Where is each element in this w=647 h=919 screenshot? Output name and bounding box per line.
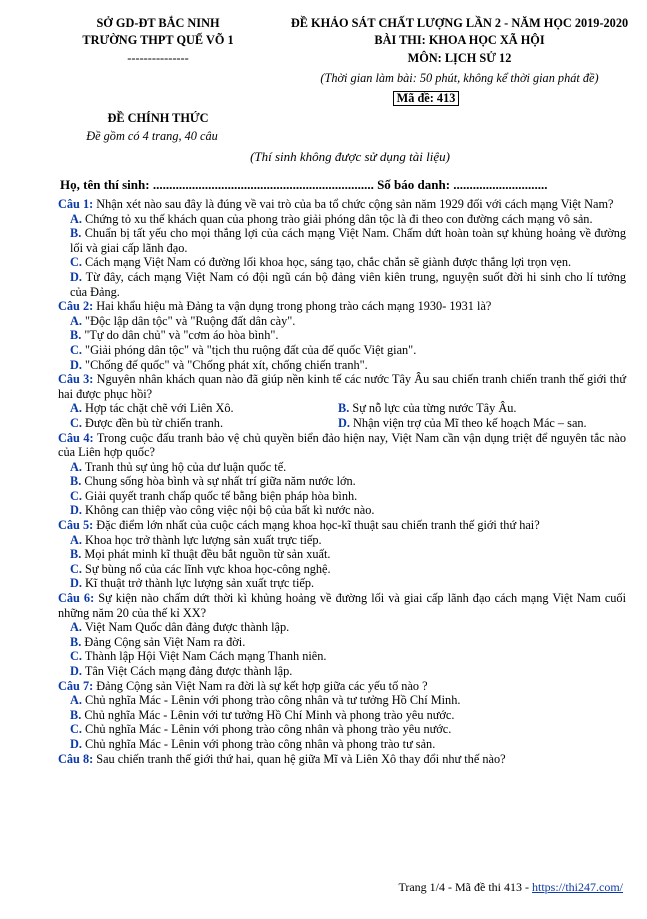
question-number: Câu 4:: [58, 430, 94, 445]
option-text: Chung sống hòa bình và sự nhất trí giữa năm nước lớn.: [81, 474, 356, 489]
answer-row: [58, 416, 626, 431]
official-label: ĐỀ CHÍNH THỨC: [107, 111, 209, 125]
question-body: Đặc điểm lớn nhất của cuộc cách mạng khoa học-kĩ thuật sau chiến tranh thế giới thứ hai?: [93, 518, 540, 533]
question-body: Nhận xét nào sau đây là đúng về vai trò của ba tổ chức cộng sản năm 1929 đối với cách mạng Việt Nam?: [93, 197, 614, 211]
option-text: Mọi phát minh kĩ thuật đều bắt nguồn từ sản xuất.: [81, 547, 331, 562]
answer-option[interactable]: [58, 576, 626, 591]
answer-option[interactable]: [58, 693, 626, 708]
option-text: Sự bùng nổ của các lĩnh vực khoa học-công nghệ.: [81, 561, 331, 576]
question-text: [58, 679, 626, 694]
answer-option[interactable]: [338, 416, 606, 431]
question-block: [58, 299, 626, 372]
answer-row: [58, 401, 626, 416]
option-text: Tân Việt Cách mạng đảng được thành lập.: [81, 664, 293, 678]
option-text: "Độc lập dân tộc" và "Ruộng đất dân cày".: [81, 313, 296, 328]
question-text: [58, 431, 626, 460]
question-text: [58, 299, 626, 314]
question-number: Câu 8:: [58, 751, 94, 766]
answer-option[interactable]: [58, 737, 626, 752]
option-letter: C.: [70, 722, 82, 737]
question-body: Sau chiến tranh thế giới thứ hai, quan hệ giữa Mĩ và Liên Xô thay đổi như thế nào?: [93, 751, 506, 766]
exam-code: Mã đề: 413: [393, 91, 460, 106]
answer-option[interactable]: [58, 255, 626, 270]
option-text: Chuẩn bị tất yếu cho mọi thắng lợi của cách mạng Việt Nam. Chấm dứt hoàn toàn sự khủng hoảng về đường lối và giai cấp lãnh đạo.: [70, 226, 626, 255]
answer-option[interactable]: [58, 226, 626, 255]
option-text: Hợp tác chặt chẽ với Liên Xô.: [81, 401, 234, 416]
option-letter: A.: [70, 620, 82, 635]
footer-text: Trang 1/4 - Mã đề thi 413 -: [398, 880, 532, 894]
option-text: Đảng Cộng sản Việt Nam ra đời.: [81, 634, 246, 649]
exam-title: ĐỀ KHẢO SÁT CHẤT LƯỢNG LẦN 2 - NĂM HỌC 2019-2020: [290, 16, 629, 30]
option-text: Được đền bù từ chiến tranh.: [81, 415, 224, 430]
questions-list: [58, 197, 626, 766]
page-footer: [398, 880, 623, 895]
exam-subject-group: BÀI THI: KHOA HỌC XÃ HỘI: [374, 33, 545, 47]
option-letter: A.: [70, 532, 82, 547]
question-block: [58, 752, 626, 767]
option-text: "Chống đế quốc" và "Chống phát xít, chống chiến tranh".: [81, 357, 368, 372]
question-block: [58, 518, 626, 591]
answer-option[interactable]: [58, 270, 626, 299]
option-text: Chủ nghĩa Mác - Lênin với phong trào công nhân và phong trào tư sản.: [81, 736, 436, 751]
answer-option[interactable]: [58, 328, 626, 343]
option-letter: B.: [70, 328, 82, 343]
option-text: Chứng tỏ xu thế khách quan của phong trào giải phóng dân tộc là đi theo con đường cách mạng vô sản.: [81, 211, 593, 226]
exam-header: [0, 0, 647, 180]
option-letter: B.: [70, 707, 82, 722]
option-letter: C.: [70, 415, 82, 430]
answer-option[interactable]: [58, 489, 626, 504]
exam-subject: MÔN: LỊCH SỬ 12: [407, 51, 512, 65]
answer-option[interactable]: [58, 474, 626, 489]
answer-option[interactable]: [58, 533, 626, 548]
question-block: [58, 197, 626, 299]
option-letter: C.: [70, 561, 82, 576]
option-text: Không can thiệp vào công việc nội bộ của bất kì nước nào.: [81, 503, 375, 518]
footer-link[interactable]: https://thi247.com/: [531, 880, 623, 894]
question-number: Câu 3:: [58, 372, 94, 387]
header-divider: ---------------: [127, 51, 189, 65]
answer-option[interactable]: [58, 547, 626, 562]
option-letter: C.: [70, 342, 82, 357]
answer-option[interactable]: [58, 620, 626, 635]
answer-option[interactable]: [58, 503, 626, 518]
question-block: [58, 679, 626, 752]
question-block: [58, 372, 626, 430]
question-text: [58, 752, 626, 767]
option-text: Việt Nam Quốc dân đảng được thành lập.: [81, 620, 290, 635]
question-body: Trong cuộc đấu tranh bảo vệ chủ quyền biển đảo hiện nay, Việt Nam cần vận dụng triệt để nguyên tắc nào của Liên hợp quốc?: [58, 430, 626, 460]
question-text: [58, 372, 626, 401]
option-text: Sự nỗ lực của từng nước Tây Âu.: [349, 401, 517, 416]
no-documents-note: (Thí sinh không được sử dụng tài liệu): [250, 149, 450, 164]
option-letter: B.: [70, 547, 82, 562]
answer-option[interactable]: [58, 708, 626, 723]
question-number: Câu 2:: [58, 299, 94, 314]
option-letter: B.: [70, 634, 82, 649]
option-text: Thành lập Hội Việt Nam Cách mạng Thanh niên.: [81, 649, 327, 664]
option-letter: A.: [70, 211, 82, 226]
option-letter: A.: [70, 313, 82, 328]
option-letter: C.: [70, 488, 82, 503]
answer-option[interactable]: [58, 460, 626, 475]
answer-option[interactable]: [338, 401, 606, 416]
question-block: [58, 431, 626, 519]
option-text: Từ đây, cách mạng Việt Nam có đội ngũ cán bộ đảng viên kiên trung, nguyện suốt đời hi sinh cho lí tưởng của Đảng.: [70, 269, 626, 299]
option-letter: A.: [70, 693, 82, 708]
option-text: Nhận viện trợ của Mĩ theo kế hoạch Mác – san.: [349, 415, 587, 430]
answer-option[interactable]: [58, 562, 626, 577]
option-letter: D.: [70, 269, 82, 284]
option-text: Chủ nghĩa Mác - Lênin với phong trào công nhân và tư tưởng Hồ Chí Minh.: [81, 693, 461, 708]
question-number: Câu 5:: [58, 518, 94, 533]
student-info-line: Họ, tên thí sinh: .................................................................... Số báo danh: .............................: [60, 177, 548, 192]
question-number: Câu 6:: [58, 591, 95, 606]
option-letter: D.: [70, 357, 82, 372]
option-text: Chủ nghĩa Mác - Lênin với tư tưởng Hồ Chí Minh và phong trào yêu nước.: [81, 707, 455, 722]
question-number: Câu 7:: [58, 678, 94, 693]
question-text: [58, 197, 626, 212]
option-letter: C.: [70, 649, 82, 664]
answer-option[interactable]: [58, 212, 626, 227]
answer-option[interactable]: [70, 401, 338, 416]
option-text: Kĩ thuật trở thành lực lượng sản xuất trực tiếp.: [81, 576, 315, 591]
option-text: Cách mạng Việt Nam có đường lối khoa học, sáng tạo, chắc chắn sẽ giành được thắng lợi trọn vẹn.: [81, 255, 572, 270]
option-letter: D.: [70, 664, 82, 678]
option-text: "Tự do dân chủ" và "cơm áo hòa bình".: [81, 328, 279, 343]
option-text: Khoa học trở thành lực lượng sản xuất trực tiếp.: [81, 532, 322, 547]
question-body: Sự kiện nào chấm dứt thời kì khủng hoảng về đường lối và giai cấp lãnh đạo cách mạng Việt Nam cuối những năm 20 của thế kỉ XX?: [58, 591, 626, 620]
time-note: (Thời gian làm bài: 50 phút, không kể thời gian phát đề): [320, 71, 599, 85]
answer-option[interactable]: [58, 649, 626, 664]
question-text: [58, 518, 626, 533]
option-letter: A.: [70, 459, 82, 474]
answer-option[interactable]: [58, 314, 626, 329]
answer-option[interactable]: [58, 343, 626, 358]
question-body: Nguyên nhân khách quan nào đã giúp nền kinh tế các nước Tây Âu sau chiến tranh chiến tranh thế giới thứ hai được phục hồi?: [58, 372, 626, 401]
option-text: "Giải phóng dân tộc" và "tịch thu ruộng đất của đế quốc Việt gian".: [81, 342, 417, 357]
option-letter: A.: [70, 401, 82, 416]
answer-option[interactable]: [58, 635, 626, 650]
option-letter: D.: [70, 736, 82, 751]
department-name: SỞ GD-ĐT BẮC NINH: [96, 16, 220, 30]
option-text: Chủ nghĩa Mác - Lênin với phong trào công nhân và phong trào yêu nước.: [81, 722, 452, 737]
answer-option[interactable]: [58, 664, 626, 679]
option-letter: D.: [70, 576, 82, 591]
option-letter: D.: [70, 503, 82, 518]
option-letter: B.: [338, 401, 350, 416]
question-body: Đảng Cộng sản Việt Nam ra đời là sự kết hợp giữa các yếu tố nào ?: [93, 678, 428, 693]
question-block: [58, 591, 626, 679]
school-name: TRƯỜNG THPT QUẾ VÕ 1: [82, 33, 234, 47]
option-text: Tranh thủ sự ủng hộ của dư luận quốc tế.: [81, 459, 287, 474]
option-letter: D.: [338, 415, 350, 430]
answer-option[interactable]: [58, 358, 626, 373]
question-text: [58, 591, 626, 620]
option-text: Giải quyết tranh chấp quốc tế bằng biện pháp hòa bình.: [81, 488, 358, 503]
question-number: Câu 1:: [58, 197, 94, 211]
question-body: Hai khẩu hiệu mà Đảng ta vận dụng trong phong trào cách mạng 1930- 1931 là?: [93, 299, 492, 314]
option-letter: B.: [70, 226, 82, 241]
option-letter: B.: [70, 474, 82, 489]
pages-note: Đề gồm có 4 trang, 40 câu: [86, 129, 218, 143]
option-letter: C.: [70, 255, 82, 270]
answer-option[interactable]: [70, 416, 338, 431]
answer-option[interactable]: [58, 722, 626, 737]
